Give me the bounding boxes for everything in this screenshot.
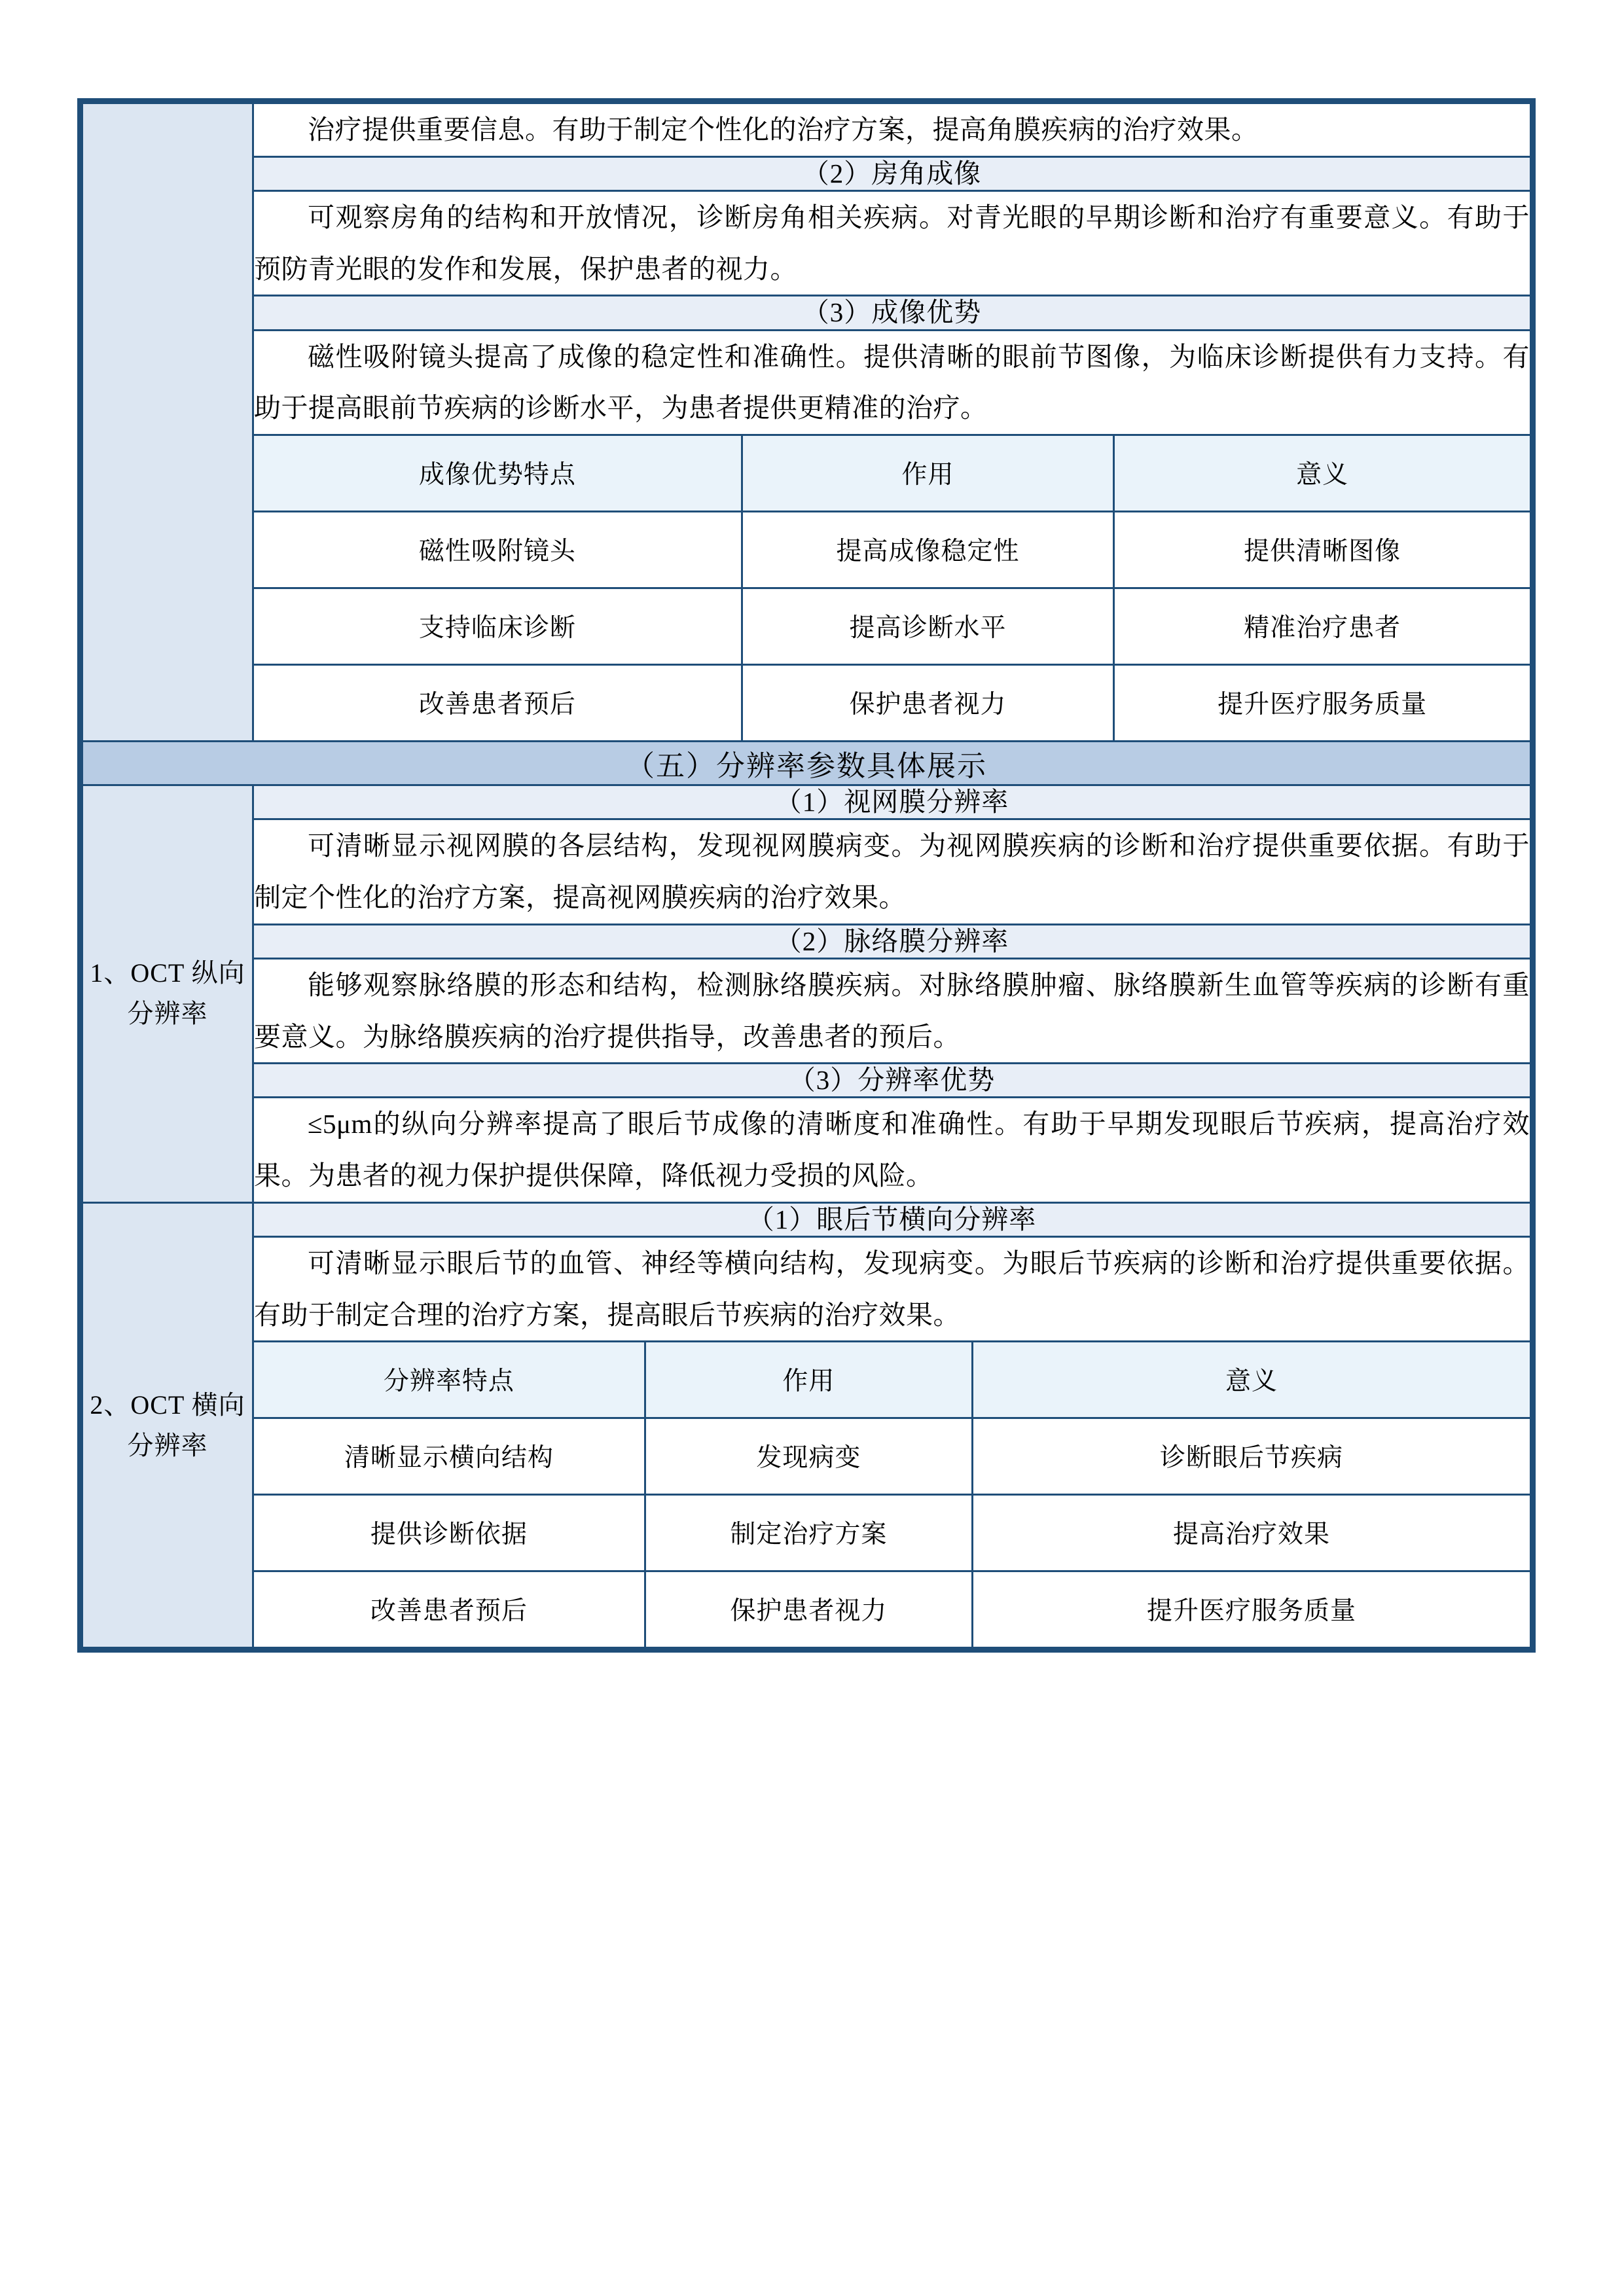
table-row bbox=[254, 1571, 1530, 1647]
subheading-fangjiao-chengxiang: （2）房角成像 bbox=[254, 156, 1530, 190]
label-oct-longitudinal-resolution: 1、OCT 纵向分辨率 bbox=[81, 785, 253, 1202]
label-oct-transverse-resolution: 2、OCT 横向分辨率 bbox=[81, 1202, 253, 1650]
section-five-banner: （五）分辨率参数具体展示 bbox=[81, 741, 1533, 785]
header-resolution-feature: 分辨率特点 bbox=[254, 1342, 645, 1418]
resolution-advantage-paragraph-row bbox=[254, 1098, 1530, 1202]
section-four-row bbox=[81, 101, 1533, 742]
paragraph-choroid-resolution: 能够观察脉络膜的形态和结构，检测脉络膜疾病。对脉络膜肿瘤、脉络膜新生血管等疾病的诊断有重要意义。为脉络膜疾病的治疗提供指导，改善患者的预后。 bbox=[254, 958, 1530, 1063]
section-four-content-cell bbox=[253, 101, 1533, 742]
table-row bbox=[254, 1495, 1530, 1571]
oct-transverse-inner-table bbox=[254, 1204, 1530, 1647]
cell-function: 发现病变 bbox=[645, 1418, 972, 1495]
retina-heading-row bbox=[254, 786, 1530, 819]
header-resolution-function: 作用 bbox=[645, 1342, 972, 1418]
cell-significance: 诊断眼后节疾病 bbox=[973, 1418, 1530, 1495]
cell-significance: 提升医疗服务质量 bbox=[1114, 664, 1530, 740]
section-five-banner-row bbox=[81, 741, 1533, 785]
cell-feature: 磁性吸附镜头 bbox=[254, 511, 742, 588]
table-row bbox=[254, 664, 1530, 740]
oct-transverse-content-cell bbox=[253, 1202, 1533, 1650]
paragraph-posterior-transverse-resolution: 可清晰显示眼后节的血管、神经等横向结构，发现病变。为眼后节疾病的诊断和治疗提供重要依据。有助于制定合理的治疗方案，提高眼后节疾病的治疗效果。 bbox=[254, 1237, 1530, 1342]
header-resolution-significance: 意义 bbox=[973, 1342, 1530, 1418]
subheading-chengxiang-youshi: （3）成像优势 bbox=[254, 296, 1530, 330]
table-header-row bbox=[254, 1342, 1530, 1418]
table-row bbox=[254, 588, 1530, 664]
oct-longitudinal-content-cell bbox=[253, 785, 1533, 1202]
cell-significance: 精准治疗患者 bbox=[1114, 588, 1530, 664]
oct-longitudinal-row bbox=[81, 785, 1533, 1202]
imaging-table-cell bbox=[254, 435, 1530, 740]
cell-function: 保护患者视力 bbox=[645, 1571, 972, 1647]
main-document-table bbox=[77, 98, 1536, 1653]
cell-significance: 提高治疗效果 bbox=[973, 1495, 1530, 1571]
resolution-table-cell bbox=[254, 1342, 1530, 1647]
cell-feature: 支持临床诊断 bbox=[254, 588, 742, 664]
header-imaging-feature: 成像优势特点 bbox=[254, 436, 742, 512]
oct-transverse-row bbox=[81, 1202, 1533, 1650]
paragraph-chengxiang-youshi: 磁性吸附镜头提高了成像的稳定性和准确性。提供清晰的眼前节图像，为临床诊断提供有力支持。有助于提高眼前节疾病的诊断水平，为患者提供更精准的治疗。 bbox=[254, 330, 1530, 435]
paragraph-retina-resolution: 可清晰显示视网膜的各层结构，发现视网膜病变。为视网膜疾病的诊断和治疗提供重要依据。有助于制定个性化的治疗方案，提高视网膜疾病的治疗效果。 bbox=[254, 819, 1530, 924]
section-four-label-cell bbox=[81, 101, 253, 742]
table-header-row bbox=[254, 436, 1530, 512]
header-imaging-significance: 意义 bbox=[1114, 436, 1530, 512]
cell-function: 保护患者视力 bbox=[742, 664, 1113, 740]
continuation-paragraph: 治疗提供重要信息。有助于制定个性化的治疗方案，提高角膜疾病的治疗效果。 bbox=[254, 104, 1530, 156]
section-four-inner-table bbox=[254, 104, 1530, 740]
cell-feature: 改善患者预后 bbox=[254, 664, 742, 740]
imaging-table-row bbox=[254, 435, 1530, 740]
paragraph-fangjiao-chengxiang: 可观察房角的结构和开放情况，诊断房角相关疾病。对青光眼的早期诊断和治疗有重要意义。有助于预防青光眼的发作和发展，保护患者的视力。 bbox=[254, 190, 1530, 295]
choroid-paragraph-row bbox=[254, 958, 1530, 1063]
subheading-choroid-resolution: （2）脉络膜分辨率 bbox=[254, 924, 1530, 958]
table-row bbox=[254, 1418, 1530, 1495]
posterior-paragraph-row bbox=[254, 1237, 1530, 1342]
subheading-retina-resolution: （1）视网膜分辨率 bbox=[254, 786, 1530, 819]
sub2-heading-row bbox=[254, 156, 1530, 190]
imaging-advantage-table bbox=[254, 436, 1530, 740]
paragraph-resolution-advantage: ≤5μm的纵向分辨率提高了眼后节成像的清晰度和准确性。有助于早期发现眼后节疾病，提高治疗效果。为患者的视力保护提供保障，降低视力受损的风险。 bbox=[254, 1098, 1530, 1202]
posterior-heading-row bbox=[254, 1204, 1530, 1237]
cell-feature: 清晰显示横向结构 bbox=[254, 1418, 645, 1495]
cell-feature: 提供诊断依据 bbox=[254, 1495, 645, 1571]
subheading-posterior-transverse-resolution: （1）眼后节横向分辨率 bbox=[254, 1204, 1530, 1237]
cell-feature: 改善患者预后 bbox=[254, 1571, 645, 1647]
cell-function: 提高成像稳定性 bbox=[742, 511, 1113, 588]
resolution-table-row bbox=[254, 1342, 1530, 1647]
header-imaging-function: 作用 bbox=[742, 436, 1113, 512]
sub2-paragraph-row bbox=[254, 190, 1530, 295]
sub3-heading-row bbox=[254, 296, 1530, 330]
cell-function: 提高诊断水平 bbox=[742, 588, 1113, 664]
retina-paragraph-row bbox=[254, 819, 1530, 924]
oct-longitudinal-inner-table bbox=[254, 786, 1530, 1202]
cell-significance: 提升医疗服务质量 bbox=[973, 1571, 1530, 1647]
resolution-feature-table bbox=[254, 1342, 1530, 1647]
subheading-resolution-advantage: （3）分辨率优势 bbox=[254, 1064, 1530, 1098]
table-row bbox=[254, 511, 1530, 588]
sub3-paragraph-row bbox=[254, 330, 1530, 435]
resolution-advantage-heading-row bbox=[254, 1064, 1530, 1098]
cell-significance: 提供清晰图像 bbox=[1114, 511, 1530, 588]
continuation-paragraph-row bbox=[254, 104, 1530, 156]
choroid-heading-row bbox=[254, 924, 1530, 958]
cell-function: 制定治疗方案 bbox=[645, 1495, 972, 1571]
